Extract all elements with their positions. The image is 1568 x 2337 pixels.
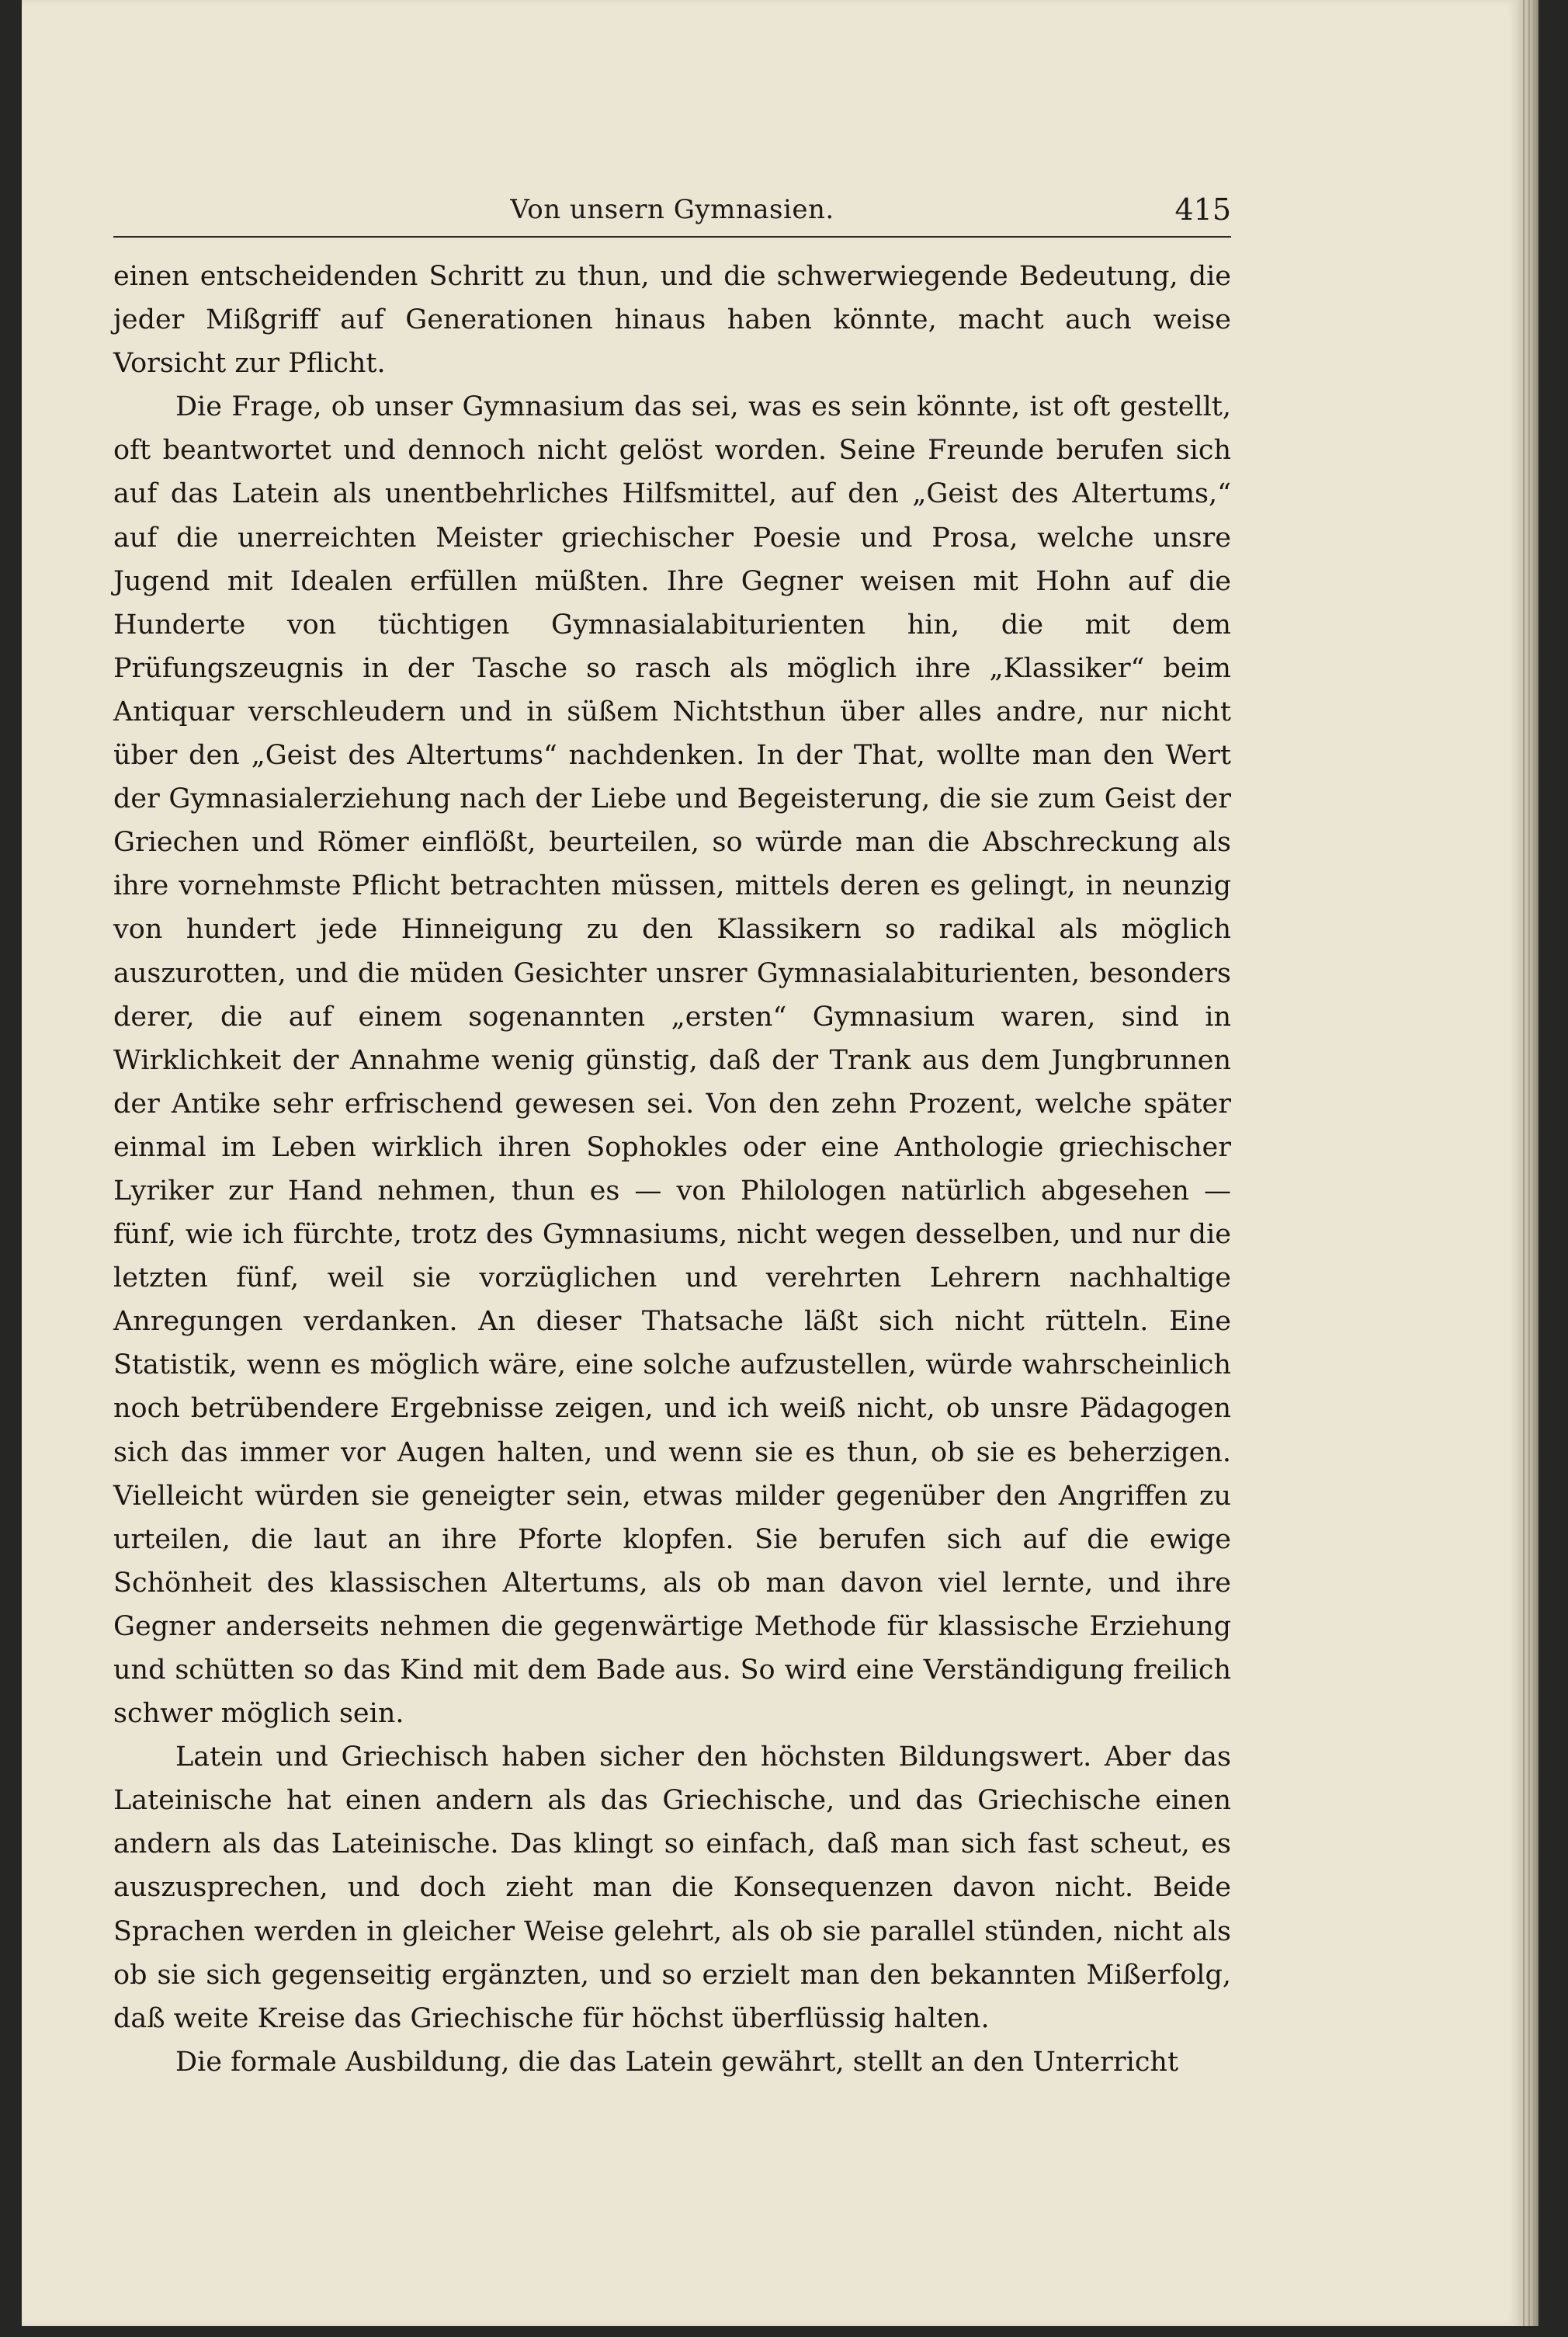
page-number: 415 [1174, 193, 1231, 227]
paragraph: Die Frage, ob unser Gymnasium das sei, was es sein könnte, ist oft gestellt, oft beantwortet und dennoch nicht gelöst worden. Seine Freunde berufen sich auf das Latein als unentbehrliches Hilfsmittel, auf den „Geist des Altertums,“ auf die unerreichten Meister griechischer Poesie und Prosa, welche unsre Jugend mit Idealen erfüllen müßten. Ihre Gegner weisen mit Hohn auf die Hunderte von tüchtigen Gymnasialabiturienten hin, die mit dem Prüfungszeugnis in der Tasche so rasch als möglich ihre „Klassiker“ beim Antiquar verschleudern und in süßem Nichtsthun über alles andre, nur nicht über den „Geist des Altertums“ nachdenken. In der That, wollte man den Wert der Gymnasialerziehung nach der Liebe und Begeisterung, die sie zum Geist der Griechen und Römer einflößt, beurteilen, so würde man die Abschreckung als ihre vornehmste Pflicht betrachten müssen, mittels deren es gelingt, in neunzig von hundert jede Hinneigung zu den Klassikern so radikal als möglich auszurotten, und die müden Gesichter unsrer Gymnasialabiturienten, besonders derer, die auf einem sogenannten „ersten“ Gymnasium waren, sind in Wirklichkeit der Annahme wenig günstig, daß der Trank aus dem Jungbrunnen der Antike sehr erfrischend gewesen sei. Von den zehn Prozent, welche später einmal im Leben wirklich ihren Sophokles oder eine Anthologie griechischer Lyriker zur Hand nehmen, thun es — von Philologen natürlich abgesehen — fünf, wie ich fürchte, trotz des Gymnasiums, nicht wegen desselben, und nur die letzten fünf, weil sie vorzüglichen und verehrten Lehrern nachhaltige Anregungen verdanken. An dieser Thatsache läßt sich nicht rütteln. Eine Statistik, wenn es möglich wäre, eine solche aufzustellen, würde wahrscheinlich noch betrübendere Ergebnisse zeigen, und ich weiß nicht, ob unsre Pädagogen sich das immer vor Augen halten, und wenn sie es thun, ob sie es beherzigen. Vielleicht würden sie geneigter sein, etwas milder gegenüber den Angriffen zu urteilen, die laut an ihre Pforte klopfen. Sie berufen sich auf die ewige Schönheit des klassischen Altertums, als ob man davon viel lernte, und ihre Gegner anderseits nehmen die gegenwärtige Methode für klassische Erziehung und schütten so das Kind mit dem Bade aus. So wird eine Verständigung freilich schwer möglich sein. [113, 391, 1231, 1730]
page-header [113, 183, 1231, 238]
page-edge-line [1523, 0, 1525, 2326]
page-edge [1518, 0, 1539, 2326]
header-rule [113, 236, 1231, 238]
body-text [113, 255, 1231, 2084]
page-edge-line [1533, 0, 1535, 2326]
paragraph: Die formale Ausbildung, die das Latein gewährt, stellt an den Unterricht [175, 2046, 1179, 2078]
paragraph: einen entscheidenden Schritt zu thun, und die schwerwiegende Bedeutung, die jeder Mißgriff auf Generationen hinaus haben könnte, macht auch weise Vorsicht zur Pflicht. [113, 261, 1231, 380]
paragraph: Latein und Griechisch haben sicher den höchsten Bildungswert. Aber das Lateinische hat einen andern als das Griechische, und das Griechische einen andern als das Lateinische. Das klingt so einfach, daß man sich fast scheut, es auszusprechen, und doch zieht man die Konsequenzen davon nicht. Beide Sprachen werden in gleicher Weise gelehrt, als ob sie parallel stünden, nicht als ob sie sich gegenseitig ergänzten, und so erzielt man den bekannten Mißerfolg, daß weite Kreise das Griechische für höchst überflüssig halten. [113, 1741, 1231, 2034]
running-title: Von unsern Gymnasien. [510, 194, 834, 225]
page-edge-line [1528, 0, 1530, 2326]
